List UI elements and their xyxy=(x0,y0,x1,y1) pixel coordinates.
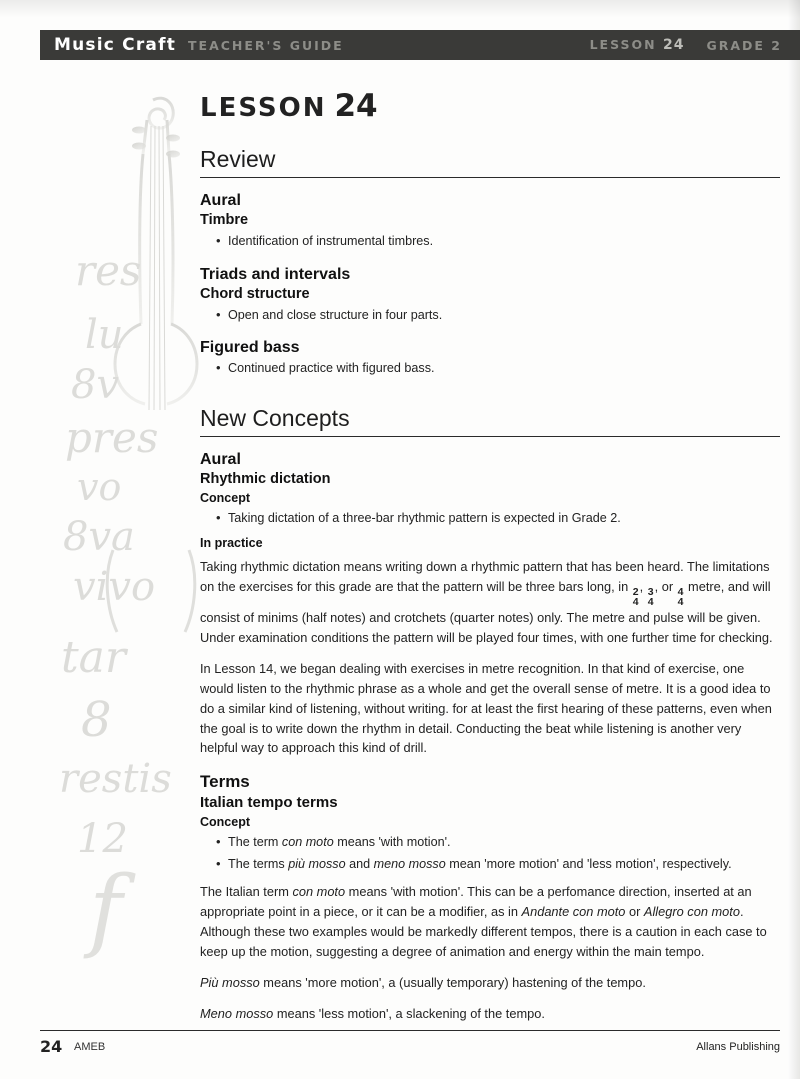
in-practice-paragraph-2: In Lesson 14, we began dealing with exercises in metre recognition. In that kind of exercise, one would listen to the rhythmic phrase as a whole and get the overall sense of metre. It is a good idea to do a similar kind of listening, without writing. for at least the first hearing of these patterns, even when the goal is to write down the rhythm in detail. Conducting the beat while listening is another very helpful way to approach this kind of drill. xyxy=(200,660,772,756)
review-chord-bullets xyxy=(200,306,780,326)
footer-rule xyxy=(40,1030,780,1031)
rhythmic-dictation-bullets xyxy=(200,509,780,529)
svg-text:pres: pres xyxy=(65,413,159,462)
section-review-title: Review xyxy=(200,146,276,172)
bullet-2-a: The terms xyxy=(228,856,289,871)
header-subtitle: TEACHER'S GUIDE xyxy=(188,37,344,53)
svg-text:lu: lu xyxy=(85,312,124,358)
practice-text-b: , xyxy=(639,579,647,595)
section-new-concepts-title: New Concepts xyxy=(200,404,350,431)
terms-p3-text: means 'less motion', a slackening of the tempo. xyxy=(273,1006,545,1022)
new-concepts-aural-heading: Aural xyxy=(200,450,241,468)
terms-p1-term-3: Allegro con moto xyxy=(643,904,740,920)
review-figured-bass-heading: Figured bass xyxy=(200,339,300,357)
lesson-number: 24 xyxy=(334,88,378,124)
terms-p2-term: Più mosso xyxy=(200,975,260,991)
svg-text:restis: restis xyxy=(59,756,172,802)
bullet-1-term: con moto xyxy=(281,835,334,850)
list-item xyxy=(216,833,780,853)
italian-tempo-terms-heading: Italian tempo terms xyxy=(200,794,338,812)
terms-p1-b: means 'with motion'. This can be a perfomance direction, inserted at an appropriate point in a piece, or it can be a modifier, as in xyxy=(200,884,752,920)
document-content xyxy=(200,88,780,1035)
list-item: • Continued practice with figured bass. xyxy=(216,359,780,379)
bullet-2-c: mean 'more motion' and 'less motion', respectively. xyxy=(445,856,732,871)
bullet-2-term-1: più mosso xyxy=(288,856,346,871)
svg-text:vivo: vivo xyxy=(73,564,156,610)
time-signature-2-4: 2 4 xyxy=(632,586,639,609)
section-review-rule xyxy=(200,177,780,178)
terms-paragraph-1 xyxy=(200,882,780,962)
review-timbre-bullets xyxy=(200,232,780,252)
svg-text:8: 8 xyxy=(81,692,112,748)
page-header xyxy=(40,30,800,60)
page-edge-shadow xyxy=(788,0,800,1079)
svg-text:vo: vo xyxy=(77,465,122,509)
svg-text:res: res xyxy=(75,246,142,295)
lesson-heading xyxy=(200,88,780,124)
terms-concept-label: Concept xyxy=(200,815,250,830)
page-footer xyxy=(40,1030,780,1056)
terms-p2-text: means 'more motion', a (usually temporary) hastening of the tempo. xyxy=(259,975,646,991)
time-signature-3-4: 3 4 xyxy=(647,586,654,609)
footer-publisher: Allans Publishing xyxy=(696,1041,780,1053)
bullet-2-b: and xyxy=(345,856,374,871)
bullet-1-b: means 'with motion'. xyxy=(333,835,451,850)
list-item: • Open and close structure in four parts. xyxy=(216,306,780,326)
terms-p1-term-1: con moto xyxy=(292,884,346,900)
review-timbre-heading: Timbre xyxy=(200,212,249,228)
header-grade-label: GRADE 2 xyxy=(706,37,782,53)
rhythmic-dictation-heading: Rhythmic dictation xyxy=(200,470,331,487)
in-practice-paragraph-1 xyxy=(200,557,780,648)
terms-paragraph-3 xyxy=(200,1004,780,1024)
header-title: Music Craft xyxy=(54,35,177,55)
footer-page-number: 24 xyxy=(40,1037,63,1056)
list-item: • Taking dictation of a three-bar rhythmic pattern is expected in Grade 2. xyxy=(216,509,780,529)
terms-p1-a: The Italian term xyxy=(200,884,293,900)
header-right-group xyxy=(590,37,786,53)
terms-p1-c: or xyxy=(625,904,644,920)
header-lesson-number: 24 xyxy=(662,37,685,53)
svg-text:12: 12 xyxy=(77,816,128,862)
practice-text-c: , or xyxy=(654,579,677,595)
terms-heading: Terms xyxy=(200,772,250,792)
footer-organisation: AMEB xyxy=(74,1041,106,1053)
terms-p3-term: Meno mosso xyxy=(200,1006,274,1022)
bullet-1-a: The term xyxy=(228,835,282,850)
svg-text:tar: tar xyxy=(61,632,126,683)
terms-p1-term-2: Andante con moto xyxy=(521,904,626,920)
header-lesson-label xyxy=(590,37,685,53)
review-aural-heading: Aural xyxy=(200,192,241,209)
lesson-word: LESSON xyxy=(200,93,327,123)
practice-text-d: metre, and will consist of minims (half notes) and crotchets (quarter notes) only. The metre and pulse will be given. Under examination conditions the pattern will be played four times, with one further time for checking. xyxy=(200,579,773,645)
header-lesson-word: LESSON xyxy=(589,37,657,52)
terms-p1-d: . Although these two examples would be markedly different tempos, there is a caution in each case to keep up the motion, suggesting a degree of animation and energy within the main tempo. xyxy=(200,904,767,960)
decorative-violin-artwork xyxy=(55,80,205,980)
page-top-shadow xyxy=(0,0,800,18)
time-signature-4-4: 4 4 xyxy=(677,586,684,609)
list-item xyxy=(216,855,780,875)
review-chord-structure-heading: Chord structure xyxy=(200,285,310,302)
bullet-2-term-2: meno mosso xyxy=(373,856,446,871)
review-figured-bass-bullets xyxy=(200,359,780,379)
section-new-concepts-rule xyxy=(200,436,780,437)
svg-text:f: f xyxy=(89,857,123,962)
svg-text:8v: 8v xyxy=(71,362,120,408)
rhythmic-dictation-concept-label: Concept xyxy=(200,490,250,505)
terms-bullets xyxy=(200,833,780,874)
terms-paragraph-2 xyxy=(200,973,780,993)
review-triads-heading: Triads and intervals xyxy=(200,265,351,283)
in-practice-label: In practice xyxy=(200,536,263,551)
list-item: • Identification of instrumental timbres. xyxy=(216,232,780,252)
svg-text:8va: 8va xyxy=(63,514,135,560)
practice-text-a: Taking rhythmic dictation means writing down a rhythmic pattern that has been heard. The limitations on the exercises for this grade are that the pattern will be three bars long, in xyxy=(200,559,770,595)
